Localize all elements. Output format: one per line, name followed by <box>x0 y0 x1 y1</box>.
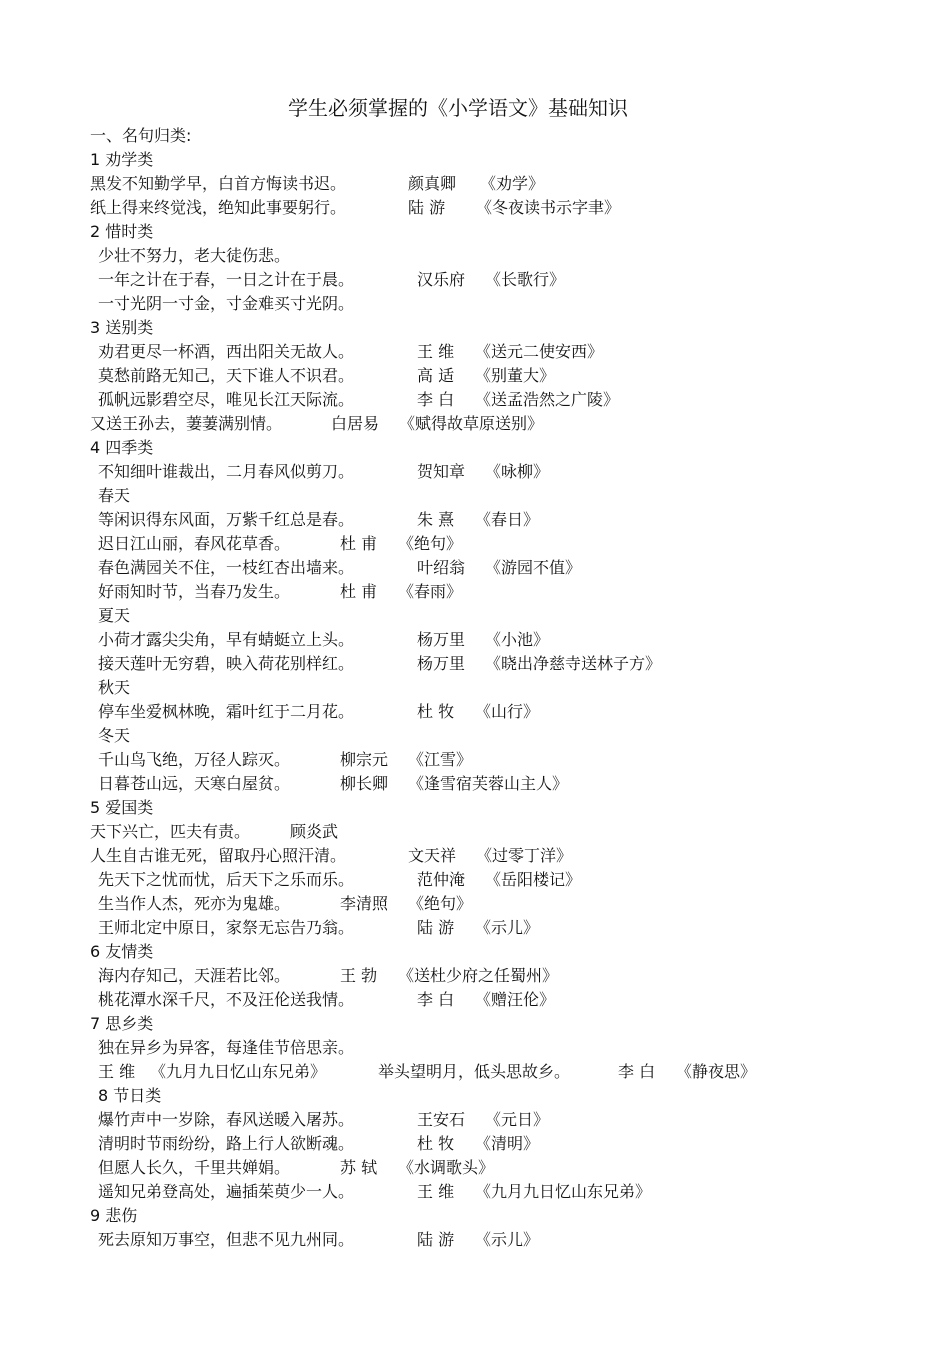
quote-line <box>0 892 950 916</box>
quote-work: 《元日》 <box>485 1110 550 1129</box>
heading-text: 6 友情类 <box>90 942 154 961</box>
quote-author: 李 白 <box>417 390 455 409</box>
quote-work: 《赠汪伦》 <box>475 990 556 1009</box>
quote-fragment: 李 白 <box>618 1062 656 1081</box>
quote-line <box>0 172 950 196</box>
quote-author: 杨万里 <box>417 630 466 649</box>
quote-author: 李 白 <box>417 990 455 1009</box>
quote-work: 《赋得故草原送别》 <box>399 414 544 433</box>
quote-author: 范仲淹 <box>417 870 466 889</box>
quote-author: 王 维 <box>417 1182 455 1201</box>
quote-fragment: 《九月九日忆山东兄弟》 <box>150 1062 327 1081</box>
quote-work: 《江雪》 <box>408 750 473 769</box>
quote-text: 莫愁前路无知己，天下谁人不识君。 <box>98 366 355 385</box>
quote-work: 《水调歌头》 <box>398 1158 495 1177</box>
quote-work: 《劝学》 <box>480 174 545 193</box>
quote-fragment: 王 维 <box>98 1062 136 1081</box>
quote-text: 桃花潭水深千尺，不及汪伦送我情。 <box>98 990 355 1009</box>
quote-text: 小荷才露尖尖角，早有蜻蜓立上头。 <box>98 630 355 649</box>
heading-text: 1 劝学类 <box>90 150 154 169</box>
quote-author: 柳长卿 <box>340 774 389 793</box>
quote-author: 文天祥 <box>408 846 457 865</box>
quote-author: 汉乐府 <box>417 270 466 289</box>
quote-text: 等闲识得东风面，万紫千红总是春。 <box>98 510 355 529</box>
quote-work: 《晓出净慈寺送林子方》 <box>485 654 662 673</box>
quote-work: 《示儿》 <box>475 918 540 937</box>
quote-line <box>0 964 950 988</box>
quote-line <box>0 364 950 388</box>
section-heading <box>0 1012 950 1036</box>
quote-work: 《逢雪宿芙蓉山主人》 <box>408 774 569 793</box>
quote-text: 一年之计在于春，一日之计在于晨。 <box>98 270 355 289</box>
quote-author: 杜 甫 <box>340 582 378 601</box>
quote-work: 《山行》 <box>475 702 540 721</box>
quote-text: 少壮不努力，老大徒伤悲。 <box>98 246 291 265</box>
quote-text: 春色满园关不住，一枝红杏出墙来。 <box>98 558 355 577</box>
quote-text: 海内存知己，天涯若比邻。 <box>98 966 291 985</box>
section-heading <box>0 220 950 244</box>
section-heading <box>0 436 950 460</box>
heading-text: 4 四季类 <box>90 438 154 457</box>
quote-author: 李清照 <box>340 894 389 913</box>
season-subheading <box>0 484 950 508</box>
quote-text: 天下兴亡，匹夫有责。 <box>90 822 251 841</box>
quote-text: 生当作人杰，死亦为鬼雄。 <box>98 894 291 913</box>
quote-author: 王 维 <box>417 342 455 361</box>
quote-text: 千山鸟飞绝，万径人踪灭。 <box>98 750 291 769</box>
quote-line <box>0 244 950 268</box>
quote-author: 杜 牧 <box>417 1134 455 1153</box>
quote-text: 王师北定中原日，家祭无忘告乃翁。 <box>98 918 355 937</box>
quote-author: 王 勃 <box>340 966 378 985</box>
quote-text: 迟日江山丽，春风花草香。 <box>98 534 291 553</box>
quote-line <box>0 556 950 580</box>
quote-text: 遥知兄弟登高处，遍插茱萸少一人。 <box>98 1182 355 1201</box>
quote-text: 死去原知万事空，但悲不见九州同。 <box>98 1230 355 1249</box>
quote-text: 爆竹声中一岁除，春风送暖入屠苏。 <box>98 1110 355 1129</box>
quote-line <box>0 196 950 220</box>
season-subheading <box>0 676 950 700</box>
quote-work: 《九月九日忆山东兄弟》 <box>475 1182 652 1201</box>
quote-text: 孤帆远影碧空尽，唯见长江天际流。 <box>98 390 355 409</box>
quote-text: 一寸光阴一寸金，寸金难买寸光阴。 <box>98 294 355 313</box>
quote-author: 叶绍翁 <box>417 558 466 577</box>
quote-work: 《小池》 <box>485 630 550 649</box>
section-heading <box>0 148 950 172</box>
page-title: 学生必须掌握的《小学语文》基础知识 <box>288 96 628 120</box>
quote-author: 高 适 <box>417 366 455 385</box>
quote-work: 《绝句》 <box>398 534 463 553</box>
quote-author: 朱 熹 <box>417 510 455 529</box>
heading-text: 夏天 <box>98 606 131 625</box>
quote-text: 劝君更尽一杯酒，西出阳关无故人。 <box>98 342 355 361</box>
quote-author: 杨万里 <box>417 654 466 673</box>
quote-line <box>0 1180 950 1204</box>
quote-author: 顾炎武 <box>290 822 339 841</box>
quote-line <box>0 508 950 532</box>
quote-author: 白居易 <box>331 414 380 433</box>
quote-line <box>0 700 950 724</box>
quote-line <box>0 652 950 676</box>
quote-line <box>0 340 950 364</box>
section-heading <box>0 940 950 964</box>
heading-text: 冬天 <box>98 726 131 745</box>
quote-work: 《送元二使安西》 <box>475 342 604 361</box>
season-subheading <box>0 724 950 748</box>
section-heading <box>0 316 950 340</box>
section-heading <box>0 796 950 820</box>
quote-line <box>0 412 950 436</box>
quote-author: 柳宗元 <box>340 750 389 769</box>
quote-author: 苏 轼 <box>340 1158 378 1177</box>
quote-line <box>0 844 950 868</box>
quote-work: 《冬夜读书示字聿》 <box>476 198 621 217</box>
quote-author: 杜 甫 <box>340 534 378 553</box>
quote-work: 《春雨》 <box>398 582 463 601</box>
quote-line <box>0 1108 950 1132</box>
quote-line <box>0 1060 950 1084</box>
quote-text: 清明时节雨纷纷，路上行人欲断魂。 <box>98 1134 355 1153</box>
heading-text: 9 悲伤 <box>90 1206 138 1225</box>
heading-text: 5 爱国类 <box>90 798 154 817</box>
quote-work: 《游园不值》 <box>485 558 582 577</box>
season-subheading <box>0 604 950 628</box>
quote-line <box>0 268 950 292</box>
quote-line <box>0 1228 950 1252</box>
quote-text: 日暮苍山远，天寒白屋贫。 <box>98 774 291 793</box>
quote-text: 独在异乡为异客，每逢佳节倍思亲。 <box>98 1038 355 1057</box>
heading-text: 3 送别类 <box>90 318 154 337</box>
quote-author: 颜真卿 <box>408 174 457 193</box>
heading-text: 2 惜时类 <box>90 222 154 241</box>
quote-text: 好雨知时节，当春乃发生。 <box>98 582 291 601</box>
quote-line <box>0 532 950 556</box>
quote-line <box>0 460 950 484</box>
quote-work: 《送孟浩然之广陵》 <box>475 390 620 409</box>
quote-text: 但愿人长久，千里共婵娟。 <box>98 1158 291 1177</box>
quote-line <box>0 1132 950 1156</box>
quote-line <box>0 868 950 892</box>
document-body <box>0 124 950 1252</box>
section-heading <box>0 1084 950 1108</box>
quote-text: 停车坐爱枫林晚，霜叶红于二月花。 <box>98 702 355 721</box>
quote-text: 不知细叶谁裁出，二月春风似剪刀。 <box>98 462 355 481</box>
quote-line <box>0 748 950 772</box>
quote-work: 《示儿》 <box>475 1230 540 1249</box>
quote-author: 王安石 <box>417 1110 466 1129</box>
quote-line <box>0 388 950 412</box>
quote-author: 贺知章 <box>417 462 466 481</box>
quote-text: 人生自古谁无死，留取丹心照汗清。 <box>90 846 347 865</box>
quote-line <box>0 820 950 844</box>
heading-text: 春天 <box>98 486 131 505</box>
quote-fragment: 《静夜思》 <box>676 1062 757 1081</box>
quote-work: 《送杜少府之任蜀州》 <box>398 966 559 985</box>
quote-work: 《长歌行》 <box>485 270 566 289</box>
quote-text: 黑发不知勤学早，白首方悔读书迟。 <box>90 174 347 193</box>
heading-text: 一、名句归类: <box>90 126 192 145</box>
quote-author: 陆 游 <box>417 918 455 937</box>
quote-work: 《别董大》 <box>475 366 556 385</box>
quote-line <box>0 292 950 316</box>
quote-work: 《绝句》 <box>408 894 473 913</box>
heading-text: 7 思乡类 <box>90 1014 154 1033</box>
quote-fragment: 举头望明月，低头思故乡。 <box>378 1062 571 1081</box>
quote-author: 陆 游 <box>408 198 446 217</box>
quote-line <box>0 988 950 1012</box>
quote-text: 先天下之忧而忧，后天下之乐而乐。 <box>98 870 355 889</box>
quote-line <box>0 772 950 796</box>
quote-text: 纸上得来终觉浅，绝知此事要躬行。 <box>90 198 347 217</box>
section-heading <box>0 124 950 148</box>
section-heading <box>0 1204 950 1228</box>
quote-work: 《春日》 <box>475 510 540 529</box>
quote-work: 《清明》 <box>475 1134 540 1153</box>
quote-line <box>0 580 950 604</box>
quote-work: 《岳阳楼记》 <box>485 870 582 889</box>
quote-line <box>0 1036 950 1060</box>
heading-text: 8 节日类 <box>98 1086 162 1105</box>
quote-author: 杜 牧 <box>417 702 455 721</box>
quote-line <box>0 1156 950 1180</box>
quote-line <box>0 916 950 940</box>
quote-work: 《咏柳》 <box>485 462 550 481</box>
quote-line <box>0 628 950 652</box>
heading-text: 秋天 <box>98 678 131 697</box>
quote-text: 又送王孙去，萋萋满别情。 <box>90 414 283 433</box>
quote-work: 《过零丁洋》 <box>476 846 573 865</box>
quote-author: 陆 游 <box>417 1230 455 1249</box>
quote-text: 接天莲叶无穷碧，映入荷花别样红。 <box>98 654 355 673</box>
